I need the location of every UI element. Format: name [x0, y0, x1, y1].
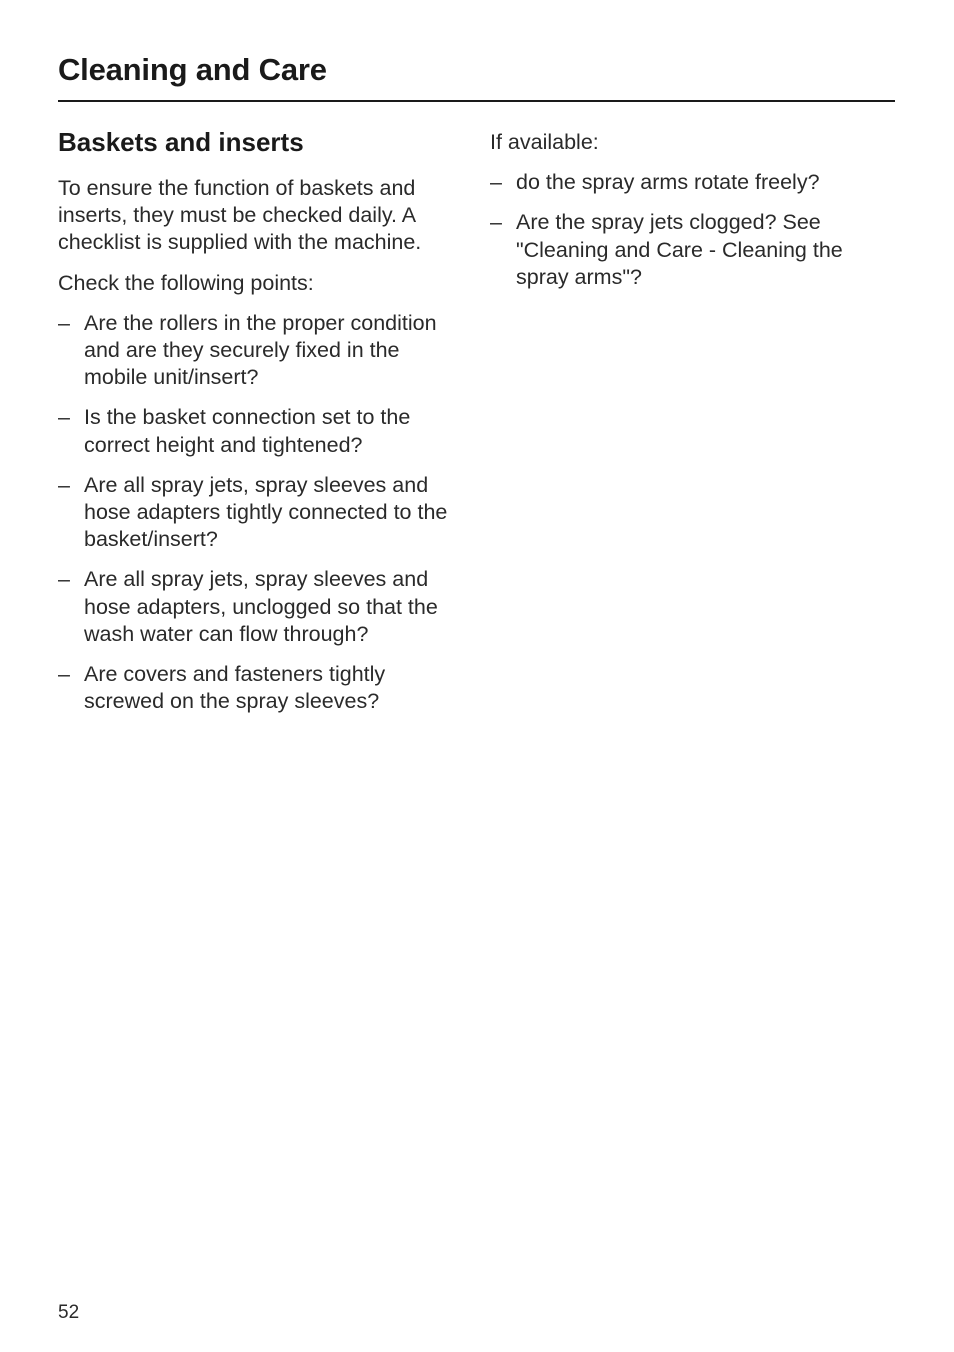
dash-bullet: –: [58, 472, 70, 497]
page-number: 52: [58, 1302, 80, 1323]
dash-bullet: –: [490, 210, 502, 235]
title-divider: [58, 100, 895, 102]
list-item-text: Are the rollers in the proper condition and are they securely fixed in the mobile unit/insert?: [84, 310, 437, 390]
list-item-text: do the spray arms rotate freely?: [516, 170, 820, 195]
left-column: [58, 124, 468, 728]
list-item: [58, 310, 468, 392]
checklist: [58, 310, 468, 716]
list-item-text: Are covers and fasteners tightly screwed on the spray sleeves?: [84, 662, 386, 714]
dash-bullet: –: [58, 310, 70, 335]
list-item-text: Are all spray jets, spray sleeves and hose adapters, unclogged so that the wash water can flow through?: [84, 567, 438, 646]
list-item-text: Are the spray jets clogged? See "Cleaning and Care - Cleaning the spray arms"?: [516, 210, 843, 289]
right-column: [490, 124, 890, 304]
list-item: [58, 661, 468, 715]
page-title: Cleaning and Care: [58, 52, 327, 87]
list-item: [58, 472, 468, 554]
optional-checklist: [490, 169, 890, 291]
dash-bullet: –: [58, 662, 70, 687]
check-label: Check the following points:: [58, 270, 314, 295]
list-item: [490, 209, 890, 291]
list-item: [58, 404, 468, 458]
dash-bullet: –: [58, 567, 70, 592]
section-heading: Baskets and inserts: [58, 127, 304, 157]
list-item-text: Is the basket connection set to the correct height and tightened?: [84, 405, 411, 457]
if-available-label: If available:: [490, 130, 599, 154]
list-item-text: Are all spray jets, spray sleeves and hose adapters tightly connected to the basket/insert?: [84, 472, 448, 552]
intro-paragraph: To ensure the function of baskets and inserts, they must be checked daily. A checklist is supplied with the machine.: [58, 176, 422, 255]
list-item: [58, 566, 468, 648]
dash-bullet: –: [58, 405, 70, 430]
list-item: [490, 169, 890, 196]
dash-bullet: –: [490, 170, 502, 195]
